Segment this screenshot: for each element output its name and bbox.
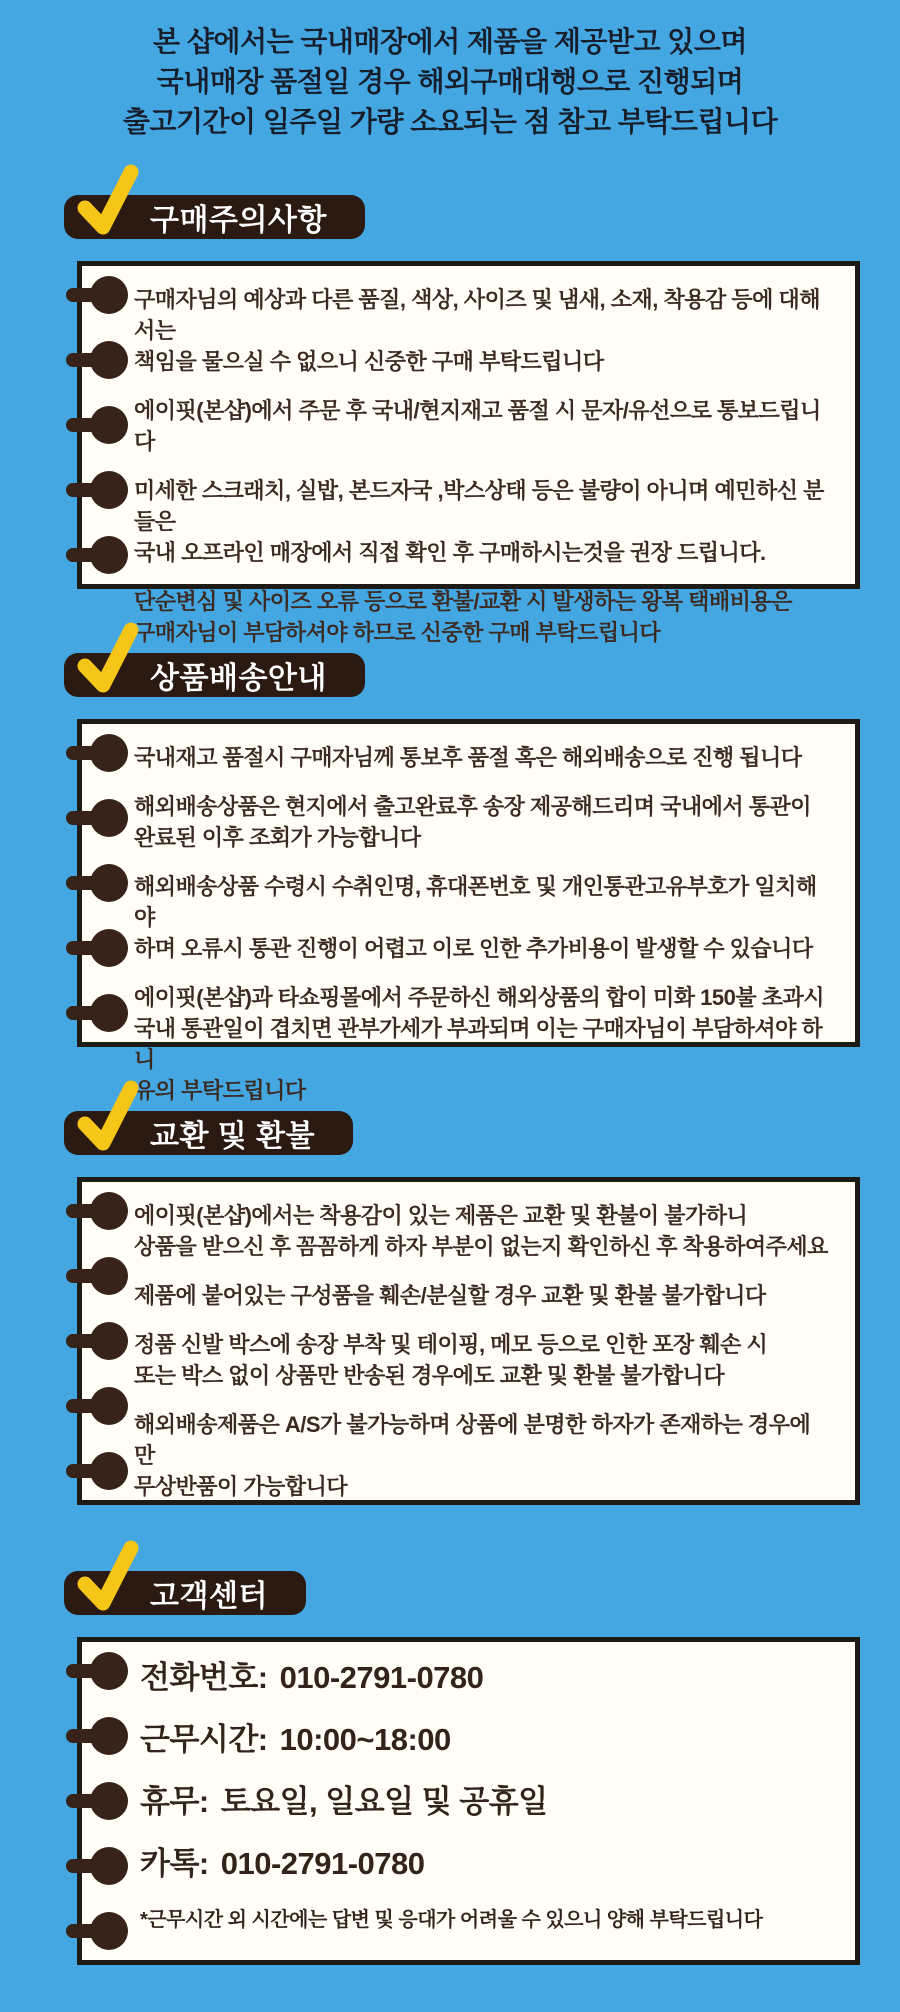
checkmark-icon xyxy=(76,619,140,697)
section-header-shipping-info xyxy=(64,653,365,697)
notice-item: 국내재고 품절시 구매자님께 통보후 품절 혹은 해외배송으로 진행 됩니다 xyxy=(134,745,802,770)
section-title: 고객센터 xyxy=(150,1580,268,1613)
customer-center-content xyxy=(82,1642,855,1944)
intro-notice xyxy=(0,0,900,142)
checkmark-icon xyxy=(76,1537,140,1615)
shipping-info-content xyxy=(82,724,855,1116)
phone-value: 010-2791-0780 xyxy=(279,1660,484,1695)
working-hours-label: 근무시간: xyxy=(140,1722,268,1757)
section-exchange-refund xyxy=(0,1111,900,1505)
intro-line-1: 본 샵에서는 국내매장에서 제품을 제공받고 있으며 xyxy=(153,26,747,57)
notice-item: 에이핏(본샵)에서는 착용감이 있는 제품은 교환 및 환불이 불가하니 상품을 받으신 후 꼼꼼하게 하자 부분이 없는지 확인하신 후 착용하여주세요 xyxy=(134,1203,828,1259)
section-header-exchange-refund xyxy=(64,1111,353,1155)
kakao-label: 카톡: xyxy=(140,1846,209,1881)
notice-item: 에이핏(본샵)과 타쇼핑몰에서 주문하신 해외상품의 합이 미화 150불 초과시 국내 통관일이 겹치면 관부가세가 부과되며 이는 구매자님이 부담하셔야 하니 유의 부탁드립니다 xyxy=(134,985,824,1103)
purchase-precautions-box xyxy=(77,261,860,645)
exchange-refund-box xyxy=(77,1177,860,1505)
notice-item: 제품에 붙어있는 구성품을 훼손/분실할 경우 교환 및 환불 불가합니다 xyxy=(134,1283,766,1308)
closed-days-label: 휴무: xyxy=(140,1784,209,1819)
customer-center-footnote: *근무시간 외 시간에는 답변 및 응대가 어려울 수 있으니 양해 부탁드립니다 xyxy=(140,1909,763,1931)
shipping-info-box xyxy=(77,719,860,1103)
kakao-row xyxy=(140,1844,831,1884)
closed-days-row xyxy=(140,1782,831,1822)
section-header-purchase-precautions xyxy=(64,195,365,239)
working-hours-value: 10:00~18:00 xyxy=(279,1722,451,1757)
section-header-customer-center xyxy=(64,1571,306,1615)
section-title: 구매주의사항 xyxy=(150,204,327,237)
checkmark-icon xyxy=(76,1077,140,1155)
notice-item: 에이핏(본샵)에서 주문 후 국내/현지재고 품절 시 문자/유선으로 통보드립니다 xyxy=(134,398,821,454)
notice-item: 해외배송제품은 A/S가 불가능하며 상품에 분명한 하자가 존재하는 경우에만 무상반품이 가능합니다 xyxy=(134,1412,811,1499)
notice-item: 구매자님의 예상과 다른 품질, 색상, 사이즈 및 냄새, 소재, 착용감 등에 대해서는 책임을 물으실 수 없으니 신중한 구매 부탁드립니다 xyxy=(134,287,820,374)
exchange-refund-content xyxy=(82,1182,855,1512)
notice-item: 미세한 스크래치, 실밥, 본드자국 ,박스상태 등은 불량이 아니며 예민하신 분들은 국내 오프라인 매장에서 직접 확인 후 구매하시는것을 권장 드립니다. xyxy=(134,478,824,565)
notice-item: 해외배송상품은 현지에서 출고완료후 송장 제공해드리며 국내에서 통관이 완료된 이후 조회가 가능합니다 xyxy=(134,794,811,850)
phone-label: 전화번호: xyxy=(140,1660,268,1695)
purchase-precautions-content xyxy=(82,266,855,658)
section-customer-center xyxy=(0,1571,900,1965)
closed-days-value: 토요일, 일요일 및 공휴일 xyxy=(220,1784,548,1819)
notice-item: 해외배송상품 수령시 수취인명, 휴대폰번호 및 개인통관고유부호가 일치해야 하며 오류시 통관 진행이 어렵고 이로 인한 추가비용이 발생할 수 있습니다 xyxy=(134,874,817,961)
section-shipping-info xyxy=(0,653,900,1103)
kakao-value: 010-2791-0780 xyxy=(220,1846,425,1881)
phone-row xyxy=(140,1658,831,1698)
section-title: 상품배송안내 xyxy=(150,662,327,695)
intro-line-3: 출고기간이 일주일 가량 소요되는 점 참고 부탁드립니다 xyxy=(122,106,778,137)
intro-line-2: 국내매장 품절일 경우 해외구매대행으로 진행되며 xyxy=(156,66,744,97)
notice-item: 단순변심 및 사이즈 오류 등으로 환불/교환 시 발생하는 왕복 택배비용은 구매자님이 부담하셔야 하므로 신중한 구매 부탁드립니다 xyxy=(134,589,792,645)
notice-item: 정품 신발 박스에 송장 부착 및 테이핑, 메모 등으로 인한 포장 훼손 시 또는 박스 없이 상품만 반송된 경우에도 교환 및 환불 불가합니다 xyxy=(134,1332,768,1388)
section-title: 교환 및 환불 xyxy=(150,1120,316,1153)
customer-center-box xyxy=(77,1637,860,1965)
checkmark-icon xyxy=(76,161,140,239)
working-hours-row xyxy=(140,1720,831,1760)
section-purchase-precautions xyxy=(0,195,900,645)
